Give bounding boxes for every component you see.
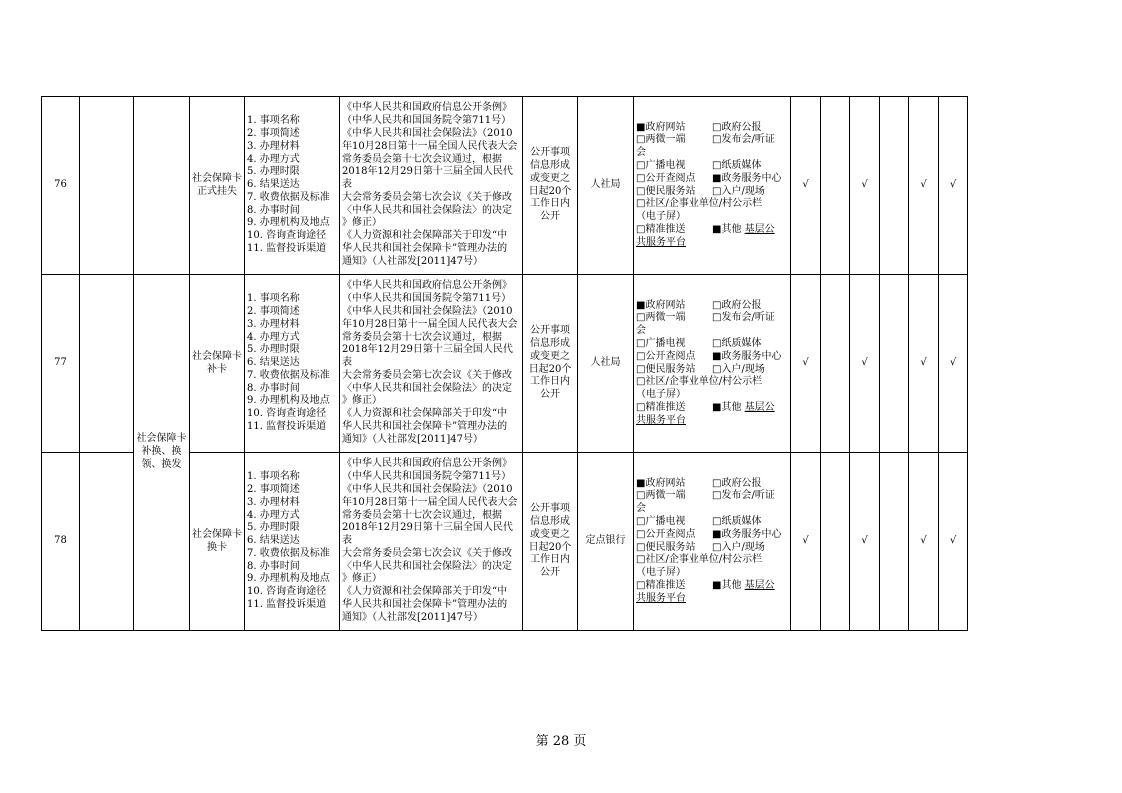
item-name: 社会保障卡换卡 (190, 453, 245, 631)
group-cell-empty (134, 97, 190, 275)
basis-line: 〈中华人民共和国社会保险法〉的决定 (342, 204, 512, 216)
row-number: 78 (42, 453, 80, 631)
basis-line: 华人民共和国社会保障卡”管理办法的 (342, 421, 508, 433)
disclosure-basis (340, 275, 523, 453)
channel-option: （电子屏） (636, 389, 686, 401)
channel-option: □发布会/听证 (712, 312, 775, 324)
element-line: 11. 监督投诉渠道 (247, 421, 327, 433)
time-line: 信息形成 (530, 337, 570, 349)
channel-option: ■政府网站 (636, 299, 686, 311)
channel-option: （电子屏） (636, 567, 686, 579)
basis-line: 常务委员会第十七次会议通过，根据 (342, 331, 502, 343)
element-line: 8. 办事时间 (247, 204, 300, 216)
disclosure-elements (245, 97, 340, 275)
time-line: 或变更之 (530, 528, 570, 540)
channel-option: （电子屏） (636, 211, 686, 223)
time-line: 日起20个 (528, 185, 572, 197)
check-cell: √ (791, 97, 821, 275)
channel-option: □广播电视 (636, 515, 686, 527)
check-cell (821, 275, 850, 453)
channel-option: □公开查阅点 (636, 172, 696, 184)
channel-option: □发布会/听证 (712, 490, 775, 502)
basis-line: 》修正） (342, 217, 382, 229)
element-line: 6. 结果送达 (247, 535, 300, 547)
channel-option: ■政务服务中心 (712, 350, 782, 362)
disclosure-basis (340, 97, 523, 275)
check-cell: √ (791, 453, 821, 631)
blank-cell (80, 453, 134, 631)
channel-option: □政府公报 (712, 477, 762, 489)
element-line: 4. 办理方式 (247, 153, 300, 165)
channel-option: 会 (636, 325, 646, 337)
time-line: 信息形成 (530, 515, 570, 527)
basis-line: （中华人民共和国国务院令第711号） (342, 293, 512, 305)
basis-line: 《人力资源和社会保障部关于印发“中 (342, 408, 508, 420)
other-text: 基层公 (744, 579, 775, 591)
check-cell (880, 275, 909, 453)
element-line: 1. 事项名称 (247, 115, 300, 127)
check-cell: √ (850, 453, 880, 631)
element-line: 2. 事项简述 (247, 483, 300, 495)
check-cell (821, 453, 850, 631)
check-cell: √ (850, 275, 880, 453)
row-number: 77 (42, 275, 80, 453)
element-line: 11. 监督投诉渠道 (247, 599, 327, 611)
element-line: 4. 办理方式 (247, 509, 300, 521)
disclosure-channels (634, 97, 791, 275)
channel-option: □便民服务站 (636, 185, 696, 197)
element-line: 3. 办理材料 (247, 496, 300, 508)
basis-line: 大会常务委员会第七次会议《关于修改 (342, 191, 512, 203)
disclosure-channels (634, 275, 791, 453)
channel-option: □政府公报 (712, 299, 762, 311)
disclosure-channels (634, 453, 791, 631)
basis-line: 〈中华人民共和国社会保险法〉的决定 (342, 560, 512, 572)
element-line: 11. 监督投诉渠道 (247, 243, 327, 255)
basis-line: （中华人民共和国国务院令第711号） (342, 115, 512, 127)
basis-line: 《中华人民共和国社会保险法》（2010 (342, 127, 513, 139)
basis-line: 常务委员会第十七次会议通过，根据 (342, 509, 502, 521)
check-cell: √ (939, 275, 968, 453)
basis-line: 华人民共和国社会保障卡”管理办法的 (342, 599, 508, 611)
other-label: ■其他 (712, 579, 745, 591)
element-line: 4. 办理方式 (247, 331, 300, 343)
other-text: 基层公 (744, 223, 775, 235)
channel-option: □广播电视 (636, 159, 686, 171)
basis-line: 〈中华人民共和国社会保险法〉的决定 (342, 382, 512, 394)
channel-option: □纸质媒体 (712, 337, 762, 349)
time-line: 公开 (540, 211, 560, 223)
channel-option: 会 (636, 503, 646, 515)
basis-line: 通知》（人社部发[2011]47号） (342, 255, 483, 267)
channel-option: □两微一端 (636, 134, 686, 146)
basis-line: 》修正） (342, 395, 382, 407)
check-cell: √ (850, 97, 880, 275)
time-line: 或变更之 (530, 172, 570, 184)
disclosure-time (523, 97, 578, 275)
basis-line: 年10月28日第十一届全国人民代表大会 (342, 318, 518, 330)
element-line: 5. 办理时限 (247, 522, 300, 534)
check-cell: √ (909, 275, 939, 453)
channel-option: □入户/现场 (712, 541, 765, 553)
check-cell: √ (939, 453, 968, 631)
basis-line: 》修正） (342, 573, 382, 585)
channel-option: □精准推送 (636, 401, 686, 413)
basis-line: （中华人民共和国国务院令第711号） (342, 471, 512, 483)
time-line: 公开事项 (530, 325, 570, 337)
other-label: ■其他 (712, 223, 745, 235)
time-line: 信息形成 (530, 159, 570, 171)
element-line: 7. 收费依据及标准 (247, 191, 330, 203)
basis-line: 《中华人民共和国社会保险法》（2010 (342, 483, 513, 495)
element-line: 3. 办理材料 (247, 318, 300, 330)
check-cell: √ (909, 97, 939, 275)
element-line: 10. 咨询查询途径 (247, 586, 327, 598)
time-line: 日起20个 (528, 363, 572, 375)
basis-line: 大会常务委员会第七次会议《关于修改 (342, 369, 512, 381)
time-line: 公开事项 (530, 503, 570, 515)
basis-line: 常务委员会第十七次会议通过，根据 (342, 153, 502, 165)
channel-option: □公开查阅点 (636, 528, 696, 540)
element-line: 5. 办理时限 (247, 166, 300, 178)
basis-line: 年10月28日第十一届全国人民代表大会 (342, 140, 518, 152)
channel-option: □精准推送 (636, 223, 686, 235)
channel-option: □社区/企事业单位/村公示栏 (636, 198, 763, 210)
element-line: 6. 结果送达 (247, 357, 300, 369)
element-line: 6. 结果送达 (247, 179, 300, 191)
disclosure-subject: 人社局 (578, 275, 634, 453)
channel-option: □便民服务站 (636, 363, 696, 375)
channel-option: □广播电视 (636, 337, 686, 349)
channel-option: □公开查阅点 (636, 350, 696, 362)
basis-line: 通知》（人社部发[2011]47号） (342, 611, 483, 623)
element-line: 2. 事项简述 (247, 127, 300, 139)
check-cell (880, 453, 909, 631)
channel-option: 共服务平台 (636, 414, 686, 426)
blank-cell (80, 275, 134, 453)
channel-option: □精准推送 (636, 579, 686, 591)
channel-option: □发布会/听证 (712, 134, 775, 146)
check-cell (880, 97, 909, 275)
check-cell: √ (939, 97, 968, 275)
channel-option: □纸质媒体 (712, 159, 762, 171)
basis-line: 《人力资源和社会保障部关于印发“中 (342, 586, 508, 598)
channel-option: □纸质媒体 (712, 515, 762, 527)
disclosure-subject: 定点银行 (578, 453, 634, 631)
channel-option: □两微一端 (636, 490, 686, 502)
basis-line: 《中华人民共和国政府信息公开条例》 (342, 280, 512, 292)
channel-option: ■政府网站 (636, 477, 686, 489)
disclosure-elements (245, 453, 340, 631)
channel-option-other (712, 224, 791, 237)
check-cell: √ (791, 275, 821, 453)
time-line: 工作日内 (530, 554, 570, 566)
disclosure-time (523, 275, 578, 453)
element-line: 3. 办理材料 (247, 140, 300, 152)
element-line: 7. 收费依据及标准 (247, 369, 330, 381)
channel-option: □两微一端 (636, 312, 686, 324)
basis-line: 《中华人民共和国政府信息公开条例》 (342, 458, 512, 470)
channel-option: 共服务平台 (636, 236, 686, 248)
element-line: 10. 咨询查询途径 (247, 230, 327, 242)
basis-line: 华人民共和国社会保障卡”管理办法的 (342, 243, 508, 255)
other-label: ■其他 (712, 401, 745, 413)
basis-line: 年10月28日第十一届全国人民代表大会 (342, 496, 518, 508)
channel-option: ■政务服务中心 (712, 528, 782, 540)
channel-option: □入户/现场 (712, 363, 765, 375)
element-line: 8. 办事时间 (247, 382, 300, 394)
time-line: 公开 (540, 567, 560, 579)
basis-line: 大会常务委员会第七次会议《关于修改 (342, 547, 512, 559)
time-line: 工作日内 (530, 376, 570, 388)
basis-line: 通知》（人社部发[2011]47号） (342, 433, 483, 445)
element-line: 5. 办理时限 (247, 344, 300, 356)
disclosure-time (523, 453, 578, 631)
basis-line: 2018年12月29日第十三届全国人民代表 (342, 344, 513, 369)
page-footer: 第 28 页 (535, 734, 587, 749)
channel-option: 会 (636, 147, 646, 159)
disclosure-basis (340, 453, 523, 631)
basis-line: 《中华人民共和国社会保险法》（2010 (342, 305, 513, 317)
element-line: 9. 办理机构及地点 (247, 573, 330, 585)
table-row (42, 97, 968, 275)
channel-option: □便民服务站 (636, 541, 696, 553)
element-line: 10. 咨询查询途径 (247, 408, 327, 420)
check-cell (821, 97, 850, 275)
channel-option: ■政府网站 (636, 121, 686, 133)
channel-option: □社区/企事业单位/村公示栏 (636, 554, 763, 566)
element-line: 1. 事项名称 (247, 293, 300, 305)
channel-option: 共服务平台 (636, 592, 686, 604)
channel-option: □入户/现场 (712, 185, 765, 197)
channel-option: □社区/企事业单位/村公示栏 (636, 376, 763, 388)
channel-option-other (712, 580, 791, 593)
channel-option-other (712, 402, 791, 415)
time-line: 公开 (540, 389, 560, 401)
item-name: 社会保障卡补卡 (190, 275, 245, 453)
disclosure-subject: 人社局 (578, 97, 634, 275)
basis-line: 2018年12月29日第十三届全国人民代表 (342, 522, 513, 547)
channel-option: □政府公报 (712, 121, 762, 133)
table-row (42, 275, 968, 453)
item-name: 社会保障卡正式挂失 (190, 97, 245, 275)
time-line: 或变更之 (530, 350, 570, 362)
check-cell: √ (909, 453, 939, 631)
basis-line: 2018年12月29日第十三届全国人民代表 (342, 166, 513, 191)
other-text: 基层公 (744, 401, 775, 413)
basis-line: 《人力资源和社会保障部关于印发“中 (342, 230, 508, 242)
channel-option: ■政务服务中心 (712, 172, 782, 184)
row-number: 76 (42, 97, 80, 275)
element-line: 9. 办理机构及地点 (247, 217, 330, 229)
disclosure-table (41, 96, 968, 631)
element-line: 1. 事项名称 (247, 471, 300, 483)
element-line: 7. 收费依据及标准 (247, 547, 330, 559)
element-line: 2. 事项简述 (247, 305, 300, 317)
basis-line: 《中华人民共和国政府信息公开条例》 (342, 102, 512, 114)
element-line: 8. 办事时间 (247, 560, 300, 572)
time-line: 公开事项 (530, 147, 570, 159)
disclosure-elements (245, 275, 340, 453)
blank-cell (80, 97, 134, 275)
element-line: 9. 办理机构及地点 (247, 395, 330, 407)
group-label: 社会保障卡补换、换领、换发 (134, 275, 190, 631)
time-line: 日起20个 (528, 541, 572, 553)
time-line: 工作日内 (530, 198, 570, 210)
